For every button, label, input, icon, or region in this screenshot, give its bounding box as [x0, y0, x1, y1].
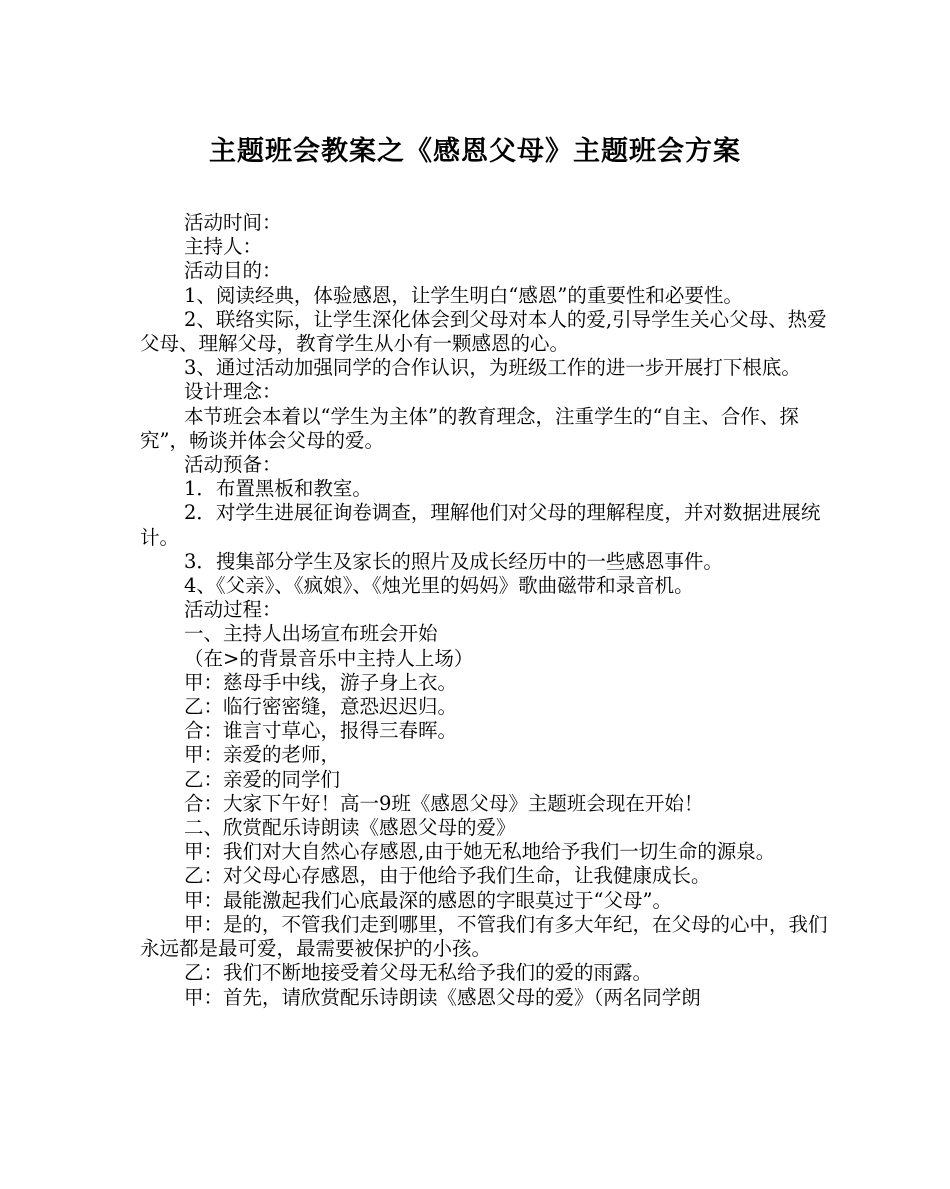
paragraph: 乙：对父母心存感恩，由于他给予我们生命，让我健康成长。 — [184, 864, 711, 888]
paragraph: （在>的背景音乐中主持人上场） — [184, 646, 474, 670]
paragraph: 甲：我们对大自然心存感恩,由于她无私地给予我们一切生命的源泉。 — [184, 840, 776, 864]
paragraph: 主持人： — [184, 235, 263, 259]
paragraph: 甲：是的，不管我们走到哪里，不管我们有多大年纪，在父母的心中，我们永远都是最可爱，最需要被保护的小孩。 — [140, 912, 828, 961]
paragraph: 1、阅读经典，体验感恩，让学生明白“感恩”的重要性和必要性。 — [184, 283, 743, 307]
paragraph: 乙：临行密密缝，意恐迟迟归。 — [184, 695, 458, 719]
paragraph: 活动过程： — [184, 598, 282, 622]
paragraph: 3、通过活动加强同学的合作认识，为班级工作的进一步开展打下根底。 — [184, 356, 801, 380]
paragraph: 活动预备： — [184, 453, 282, 477]
paragraph: 乙：亲爱的同学们 — [184, 767, 341, 791]
paragraph: 二、欣赏配乐诗朗读《感恩父母的爱》 — [184, 816, 516, 840]
paragraph: 本节班会本着以“学生为主体”的教育理念，注重学生的“自主、合作、探究”，畅谈并体会父母的爱。 — [140, 404, 799, 452]
paragraph: 设计理念： — [184, 380, 282, 404]
paragraph: 甲：首先，请欣赏配乐诗朗读《感恩父母的爱》（两名同学朗 — [184, 985, 701, 1009]
paragraph: 甲：慈母手中线，游子身上衣。 — [184, 670, 458, 694]
document-body — [140, 211, 830, 1010]
paragraph: 甲：亲爱的老师， — [184, 743, 341, 767]
paragraph: 2．对学生进展征询卷调查，理解他们对父母的理解程度，并对数据进展统计。 — [140, 501, 821, 549]
paragraph: 甲：最能激起我们心底最深的感恩的字眼莫过于“父母”。 — [184, 888, 672, 912]
paragraph: 合：大家下午好！高一9班《感恩父母》主题班会现在开始！ — [184, 791, 704, 815]
document-title: 主题班会教案之《感恩父母》主题班会方案 — [209, 136, 741, 167]
paragraph: 一、主持人出场宣布班会开始 — [184, 622, 438, 646]
paragraph: 3．搜集部分学生及家长的照片及成长经历中的一些感恩事件。 — [184, 549, 723, 573]
paragraph: 乙：我们不断地接受着父母无私给予我们的爱的雨露。 — [184, 961, 653, 985]
paragraph: 1．布置黑板和教室。 — [184, 477, 372, 501]
paragraph: 4、《父亲》、《疯娘》、《烛光里的妈妈》歌曲磁带和录音机。 — [184, 574, 694, 598]
paragraph: 活动时间： — [184, 211, 282, 234]
paragraph: 2、联络实际，让学生深化体会到父母对本人的爱,引导学生关心父母、热爱父母、理解父母，教育学生从小有一颗感恩的心。 — [140, 307, 827, 356]
paragraph: 合：谁言寸草心，报得三春晖。 — [184, 719, 458, 743]
paragraph: 活动目的： — [184, 259, 282, 283]
